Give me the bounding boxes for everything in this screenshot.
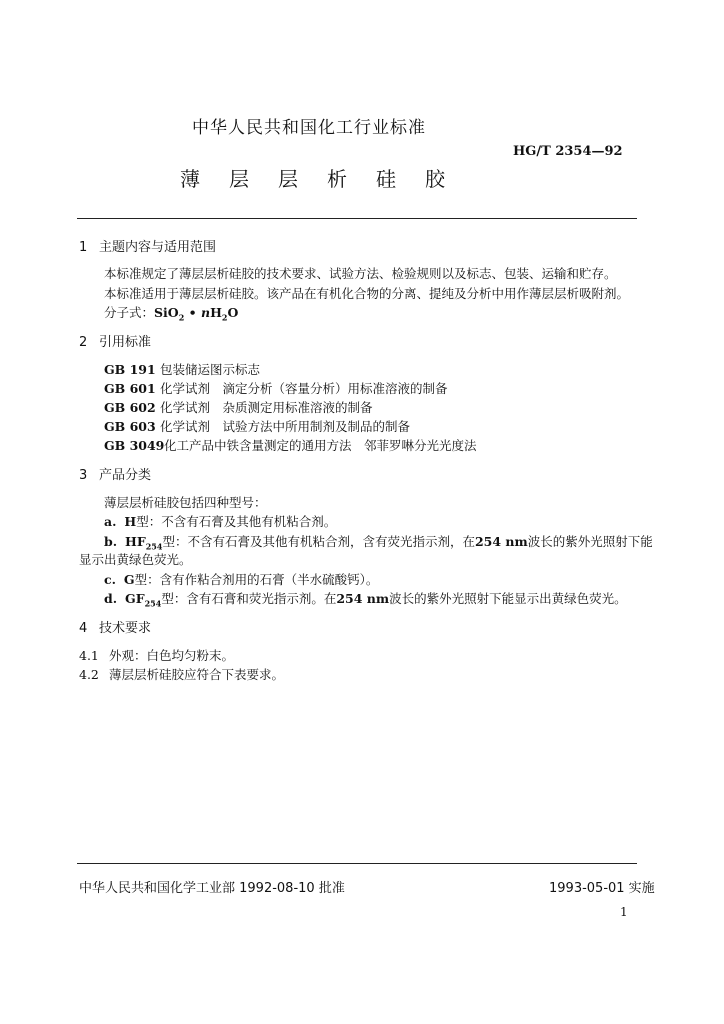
molecular-formula: 分子式：SiO$_2$ • $nH_2O$ bbox=[104, 305, 239, 323]
footer-divider bbox=[77, 863, 637, 864]
section-1-heading bbox=[79, 236, 216, 255]
requirement-item: 4.1 外观：白色均匀粉末。 bbox=[79, 648, 235, 663]
section-title: 引用标准 bbox=[99, 335, 152, 350]
section-number: 3 bbox=[79, 468, 88, 483]
section-number: 1 bbox=[79, 240, 88, 255]
reference-item: GB 603 化学试剂 试验方法中所用制剂及制品的制备 bbox=[104, 419, 411, 434]
type-item-a: a. H型：不含有石膏及其他有机粘合剂。 bbox=[104, 514, 337, 529]
header-divider bbox=[77, 218, 637, 219]
type-item-c: c. G型：含有作粘合剂用的石膏（半水硫酸钙）。 bbox=[104, 572, 379, 587]
reference-item: GB 191 包装储运图示标志 bbox=[104, 362, 261, 377]
section-title: 产品分类 bbox=[99, 468, 152, 483]
standard-code: HG/T 2354—92 bbox=[513, 144, 623, 159]
section-4-heading bbox=[79, 617, 151, 636]
reference-item: GB 602 化学试剂 杂质测定用标准溶液的制备 bbox=[104, 400, 373, 415]
section-number: 4 bbox=[79, 621, 88, 636]
type-item-d: d. $GF_{254}$型：含有石膏和荧光指示剂。在254 nm波长的紫外光照射下能显示出黄绿色荧光。 bbox=[104, 591, 627, 609]
formula-label: 分子式： bbox=[104, 305, 155, 320]
type-item-b-continuation: 显示出黄绿色荧光。 bbox=[79, 552, 192, 567]
issuing-organization: 中华人民共和国化工行业标准 bbox=[192, 118, 426, 138]
reference-item: GB 3049化工产品中铁含量测定的通用方法 邻菲罗啉分光光度法 bbox=[104, 438, 477, 453]
type-item-b: b. $HF_{254}$型：不含有石膏及其他有机粘合剂，含有荧光指示剂，在254 nm波长的紫外光照射下能 bbox=[104, 534, 653, 552]
section-1-paragraph-2: 本标准适用于薄层层析硅胶。该产品在有机化合物的分离、提纯及分析中用作薄层层析吸附剂。 bbox=[104, 286, 630, 301]
document-title: 薄层层析硅胶 bbox=[180, 167, 474, 191]
effective-date: 1993-05-01 实施 bbox=[549, 881, 655, 896]
section-3-heading bbox=[79, 464, 151, 483]
section-title: 主题内容与适用范围 bbox=[99, 240, 217, 255]
section-number: 2 bbox=[79, 335, 88, 350]
section-title: 技术要求 bbox=[99, 621, 152, 636]
reference-item: GB 601 化学试剂 滴定分析（容量分析）用标准溶液的制备 bbox=[104, 381, 448, 396]
approval-statement: 中华人民共和国化学工业部 1992-08-10 批准 bbox=[79, 881, 345, 896]
section-1-paragraph-1: 本标准规定了薄层层析硅胶的技术要求、试验方法、检验规则以及标志、包装、运输和贮存。 bbox=[104, 266, 617, 281]
requirement-item: 4.2 薄层层析硅胶应符合下表要求。 bbox=[79, 667, 285, 682]
section-3-intro: 薄层层析硅胶包括四种型号： bbox=[104, 495, 267, 510]
page-number: 1 bbox=[620, 905, 628, 919]
section-2-heading bbox=[79, 331, 151, 350]
